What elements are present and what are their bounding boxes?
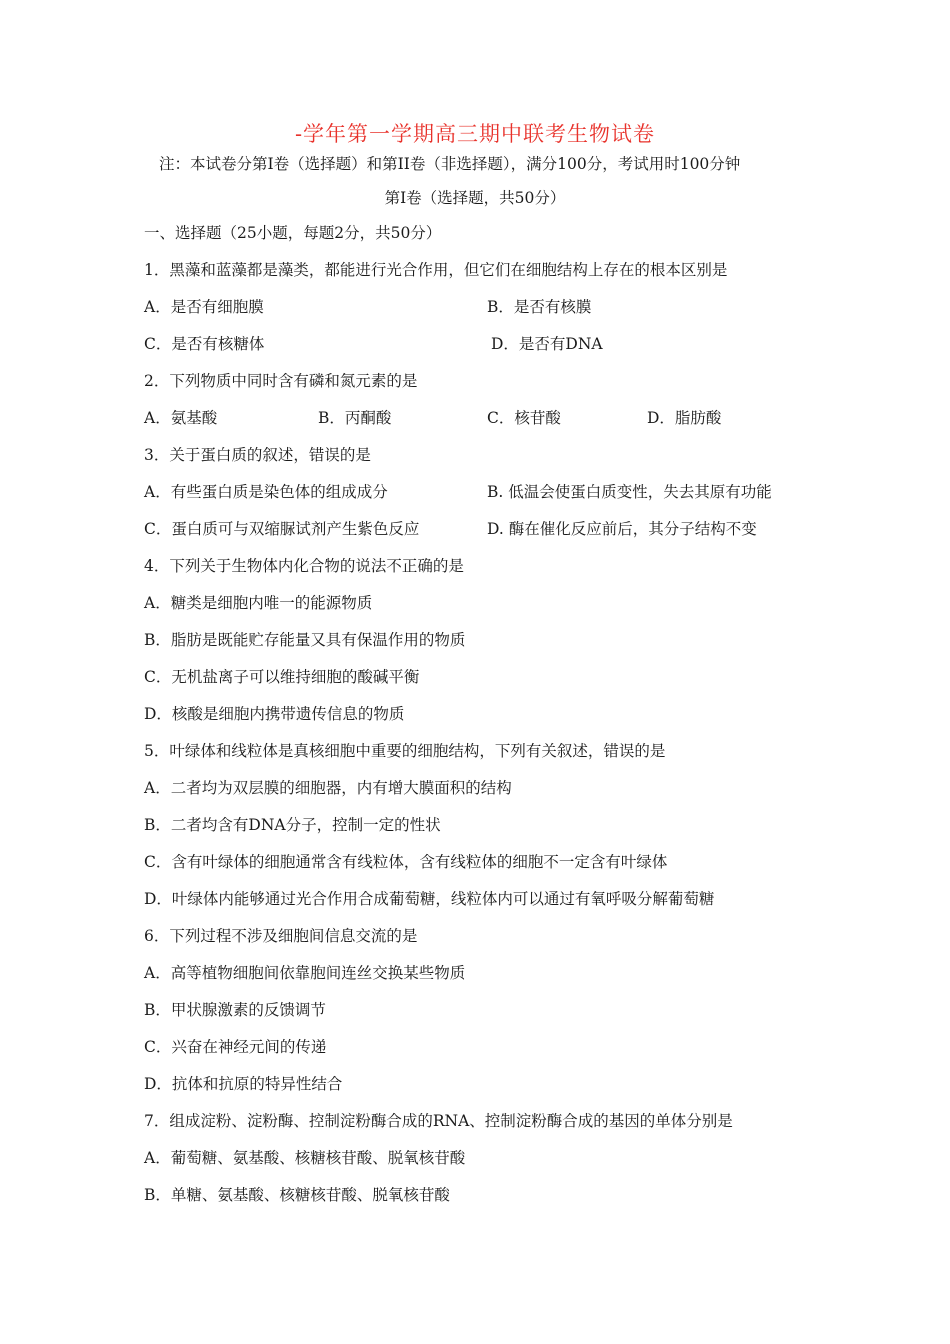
- question-4-option-c: C．无机盐离子可以维持细胞的酸碱平衡: [144, 668, 420, 686]
- question-5-option-b: B．二者均含有DNA分子，控制一定的性状: [144, 816, 441, 834]
- exam-title: -学年第一学期高三期中联考生物试卷: [294, 122, 656, 146]
- question-6-option-d: D．抗体和抗原的特异性结合: [144, 1075, 343, 1093]
- question-4-option-d: D．核酸是细胞内携带遗传信息的物质: [144, 705, 405, 723]
- question-7-option-b: B．单糖、氨基酸、核糖核苷酸、脱氧核苷酸: [144, 1186, 450, 1204]
- question-5-option-c: C．含有叶绿体的细胞通常含有线粒体，含有线粒体的细胞不一定含有叶绿体: [144, 853, 668, 871]
- question-1-option-a: A．是否有细胞膜: [144, 298, 264, 316]
- question-5-stem: 5．叶绿体和线粒体是真核细胞中重要的细胞结构，下列有关叙述，错误的是: [144, 742, 666, 760]
- question-4-option-b: B．脂肪是既能贮存能量又具有保温作用的物质: [144, 631, 466, 649]
- question-5-option-d: D．叶绿体内能够通过光合作用合成葡萄糖，线粒体内可以通过有氧呼吸分解葡萄糖: [144, 890, 715, 908]
- question-2-stem: 2．下列物质中同时含有磷和氮元素的是: [144, 372, 418, 390]
- question-1-option-d: D．是否有DNA: [491, 335, 603, 353]
- question-3-option-c: C．蛋白质可与双缩脲试剂产生紫色反应: [144, 520, 420, 538]
- question-4-option-a: A．糖类是细胞内唯一的能源物质: [144, 594, 373, 612]
- question-3-option-b: B. 低温会使蛋白质变性，失去其原有功能: [487, 483, 772, 501]
- question-1-stem: 1．黑藻和蓝藻都是藻类，都能进行光合作用，但它们在细胞结构上存在的根本区别是: [144, 261, 728, 279]
- question-6-stem: 6．下列过程不涉及细胞间信息交流的是: [144, 927, 418, 945]
- question-6-option-c: C．兴奋在神经元间的传递: [144, 1038, 327, 1056]
- question-5-option-a: A．二者均为双层膜的细胞器，内有增大膜面积的结构: [144, 779, 512, 797]
- exam-note: 注：本试卷分第I卷（选择题）和第II卷（非选择题），满分100分，考试用时100分钟: [159, 155, 741, 173]
- part-heading: 一、选择题（25小题，每题2分，共50分）: [144, 224, 442, 242]
- section-heading: 第I卷（选择题，共50分）: [384, 189, 566, 207]
- question-1-option-b: B．是否有核膜: [487, 298, 592, 316]
- question-3-option-a: A．有些蛋白质是染色体的组成成分: [144, 483, 388, 501]
- question-3-stem: 3．关于蛋白质的叙述，错误的是: [144, 446, 371, 464]
- question-7-option-a: A．葡萄糖、氨基酸、核糖核苷酸、脱氧核苷酸: [144, 1149, 466, 1167]
- question-2-option-c: C．核苷酸: [487, 409, 561, 427]
- question-3-option-d: D. 酶在催化反应前后，其分子结构不变: [487, 520, 757, 538]
- question-2-option-d: D．脂肪酸: [647, 409, 722, 427]
- question-6-option-a: A．高等植物细胞间依靠胞间连丝交换某些物质: [144, 964, 466, 982]
- question-6-option-b: B．甲状腺激素的反馈调节: [144, 1001, 326, 1019]
- question-2-option-a: A．氨基酸: [144, 409, 218, 427]
- question-1-option-c: C．是否有核糖体: [144, 335, 265, 353]
- question-2-option-b: B．丙酮酸: [318, 409, 392, 427]
- question-4-stem: 4．下列关于生物体内化合物的说法不正确的是: [144, 557, 464, 575]
- question-7-stem: 7．组成淀粉、淀粉酶、控制淀粉酶合成的RNA、控制淀粉酶合成的基因的单体分别是: [144, 1112, 733, 1130]
